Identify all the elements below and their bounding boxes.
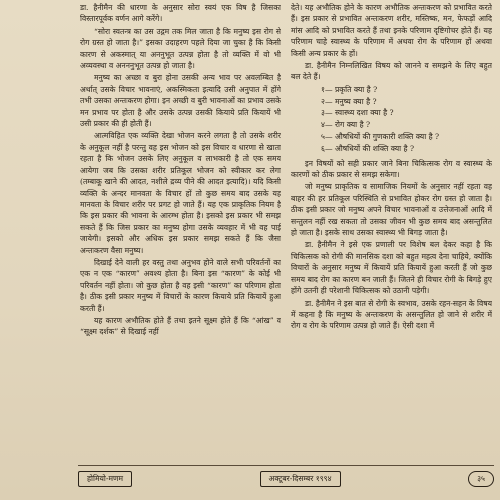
paragraph: देते। यह अभौतिक होने के कारण अभौतिक अन्तःकरण को प्रभावित करते हैं। इस प्रकार से प्रभावित अन्तःकरण शरीर, मस्तिष्क, मन, फेफड़ों आदि मांस आदि को प्रभावित करते हैं तथा इनके परिणाम दृष्टिगोचर होते हैं। यह परिणाम चाहे स्वास्थ्य के परिणाम में अथवा रोग के परिणाम हों अथवा किसी अन्य प्रकार के हों। [291, 3, 492, 58]
list-item: ३— स्वास्थ्य दशा क्या है ? [321, 108, 394, 118]
footer-rule [78, 465, 494, 466]
issue-date: अक्टूबर-दिसम्बर १९९४ [260, 471, 341, 487]
journal-name: होमियो-मणम [78, 471, 132, 487]
paragraph: डा. हैनीमैन ने इसे एक प्रणाली पर विशेष बल देकर कहा है कि चिकित्सक को रोगी की मानसिक दशा को बहुत महत्व देना चाहिये, क्योंकि विचारों के अनुसार मनुष्य में कियायें प्रति कियायें हुआ करती हैं जो कुछ समय बाद रोग का कारण बन जाती हैं। जितने ही विचार रोगी के बिगड़े हुए होंगे उतनी ही परेशानी चिकित्सक को उठानी पड़ेगी। [291, 240, 492, 296]
list-item: १— प्रकृति क्या है ? [321, 84, 378, 94]
paragraph: डा. हैनीमैन की धारणा के अनुसार सोरा स्वयं एक विष है जिसका विस्तारपूर्वक वर्णन आगे करेंगे। [80, 3, 281, 24]
paragraph: यह कारण अभौतिक होते हैं तथा इतने सूक्ष्म होते हैं कि “आंख” व “सूक्ष्म दर्शक” से दिखाई नहीं [80, 315, 281, 337]
left-column [80, 2, 281, 464]
list-item: २— मनुष्य क्या है ? [321, 96, 377, 106]
paragraph: डा. हैनीमैन ने इस बात से रोगी के स्वभाव, उसके रहन-सहन के विषय में कहना है कि मनुष्य के अन्तःकरण के असन्तुलित हो जाने से शरीर में रोग व रोग के परिणाम उत्पन्न हो जाते हैं। ऐसी दशा में [291, 298, 492, 331]
paragraph: जो मनुष्य प्राकृतिक व सामाजिक नियमों के अनुसार नहीं रहता वह बाहर की हर प्रतिकूल परिस्थिति से प्रभावित होकर रोग ग्रस्त हो जाता है। ठीक इसी प्रकार जो मनुष्य अपने विचार भावनाओं व उत्तेजनाओं आदि में सन्तुलन नहीं रख सकता तो उसका जीवन भी कुछ समय बाद असन्तुलित हो जाता है। इसके साथ उसका स्वास्थ्य भी बिगड़ जाता है। [291, 182, 492, 238]
paragraph: “सोरा स्वतन्त्र का उस उद्गम तक मिल जाता है कि मनुष्य इस रोग से रोग ग्रस्त हो जाता है।” इसका उदाहरण पहले दिया जा चुका है कि किसी कारण से अकस्मात् या अननुभूत उत्पन्न होता है तो व्यक्ति में वो भी अव्यवस्था व अनननुभूत उत्पन्न हो जाता है। [80, 26, 281, 71]
paragraph: आत्मविहित एक व्यक्ति देखा भोजन करने लगता है तो उसके शरीर के अनुकूल नहीं है परन्तु वह इस भोजन को इस विचार व धारणा से खाता रहता है कि भोजन उसके लिए अनुकूल व लाभकारी है तो एक समय आयेगा जब कि उसका शरीर प्रतिकूल भोजन को स्वीकार कर लेगा (तम्बाकू खाने की आदत, नशीले द्रव्य पीने की आदत इत्यादि)। यदि किसी व्यक्ति के अन्दर मानवता के विचार हों तो कुछ समय बाद उसके यह मानवता के विचार शरीर पर प्रगट हो जाते हैं। यह एक प्राकृतिक नियम है कि इस प्रकार की भावना के आरम्भ होता है। इसको इस प्रकार भी समझ सकते हैं कि जिस प्रकार का मनुष्य होगा उसके व्यवहार में भी वह पाई जायेगी। इसको और अधिक इस प्रकार समझ सकते हैं कि जैसा अन्तःकरण वैसा मनुष्य। [80, 131, 281, 255]
paragraph: मनुष्य का अच्छा व बुरा होना उसकी अन्य भाव पर अवलम्बित है अर्थात् उसके विचार भावनाएं, अकस्मिकता इत्यादि उसी अनुपात में होंगे तभी उसका अन्तःकरण होगा। इन अच्छी व बुरी भावनाओं का प्रभाव उसके मन प्रभाव पर होता है और उसके उत्पन्न उसकी कियाये प्रति कियायें भी उसी प्रकार की ही होती हैं। [80, 73, 281, 129]
page-number: ३५ [468, 471, 494, 487]
list-item: ४— रोग क्या है ? [321, 120, 371, 130]
question-list [291, 84, 492, 155]
list-item: ६— औषधियों की शक्ति क्या है ? [321, 143, 415, 153]
paragraph: दिखाई देने वाली हर वस्तु तथा अनुभव होने वाले सभी परिवर्तनों का एक न एक “कारण” अवश्य होता है। बिना इस “कारण” के कोई भी परिवर्तन नहीं होता। जो कुछ होता है वह इसी “कारण” का परिणाम होता है। ठीक इसी प्रकार मनुष्य में विचारों के कारण कियाये प्रति कियायें हुआ करती हैं। [80, 257, 281, 313]
paragraph: इन विषयों को सही प्रकार जाने बिना चिकित्सक रोग व स्वास्थ्य के कारणों को ठीक प्रकार से समझ सकेगा। [291, 158, 492, 180]
right-column [291, 2, 492, 464]
paragraph: डा. हैनीमैन निम्नलिखित विषय को जानने व समझने के लिए बहुत बल देते हैं। [291, 61, 492, 82]
text-columns [80, 2, 492, 464]
list-item: ५— औषधियों की गुणकारी शक्ति क्या है ? [321, 132, 440, 142]
page-footer [78, 468, 494, 490]
